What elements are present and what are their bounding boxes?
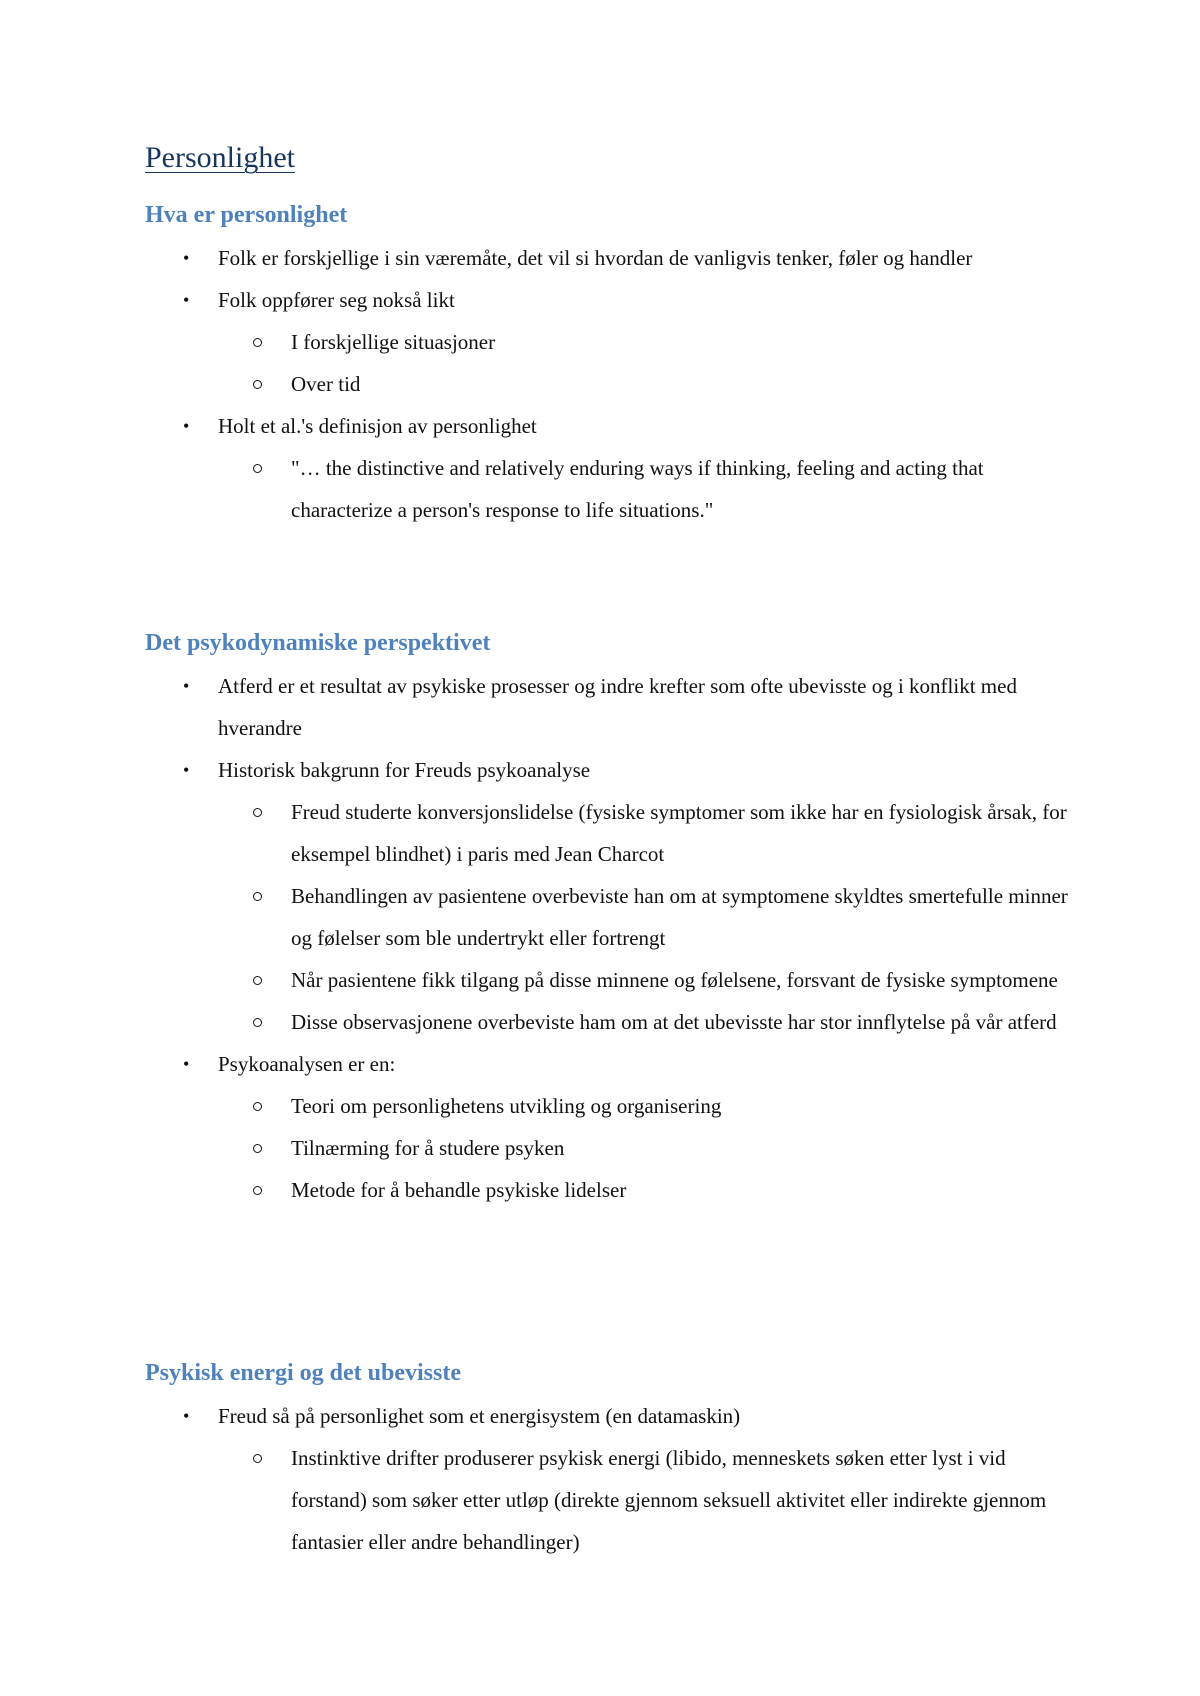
sub-list [218,1085,1075,1211]
bullet-icon: • [183,1054,190,1075]
sub-list-item [218,1127,1075,1169]
bullet-icon: • [183,760,190,781]
section-heading: Psykisk energi og det ubevisste [145,1360,462,1386]
section-hva-er-personlighet [145,200,1075,531]
sub-list-item-text: Freud studerte konversjonslidelse (fysiske symptomer som ikke har en fysiologisk årsak, for eksempel blindhet) i paris med Jean Charcot [291,800,1067,867]
sub-list-item [218,321,1075,363]
bullet-icon: • [183,290,190,311]
list-item [145,279,1075,405]
list-item-text: Freud så på personlighet som et energisystem (en datamaskin) [218,1404,741,1429]
bullet-list [145,237,1075,531]
sub-list-item [218,875,1075,959]
sub-list-item-text: Over tid [291,372,361,397]
list-item-text: Holt et al.'s definisjon av personlighet [218,414,537,439]
circle-bullet-icon [253,1186,262,1195]
list-item-text: Folk oppfører seg nokså likt [218,288,455,313]
sub-list-item [218,959,1075,1001]
sub-list-item [218,363,1075,405]
section-psykodynamiske-perspektivet [145,628,1075,1211]
list-item [145,749,1075,1043]
sub-list-item-text: Behandlingen av pasientene overbeviste han om at symptomene skyldtes smertefulle minner og følelser som ble undertrykt eller fortrengt [291,884,1068,951]
bullet-list [145,665,1075,1211]
sub-list-item [218,1169,1075,1211]
list-item [145,665,1075,749]
sub-list-item [218,1001,1075,1043]
circle-bullet-icon [253,1454,262,1463]
sub-list [218,321,1075,405]
bullet-icon: • [183,248,190,269]
sub-list-item-text: Tilnærming for å studere psyken [291,1136,565,1161]
list-item-text: Atferd er et resultat av psykiske prosesser og indre krefter som ofte ubevisste og i konflikt med hverandre [218,674,1017,741]
bullet-icon: • [183,416,190,437]
circle-bullet-icon [253,338,262,347]
list-item-text: Historisk bakgrunn for Freuds psykoanalyse [218,758,591,783]
section-heading: Hva er personlighet [145,202,348,228]
list-item-text: Psykoanalysen er en: [218,1052,396,1077]
sub-list-item-text: Når pasientene fikk tilgang på disse minnene og følelsene, forsvant de fysiske symptomene [291,968,1058,993]
sub-list-item [218,1085,1075,1127]
bullet-icon: • [183,676,190,697]
sub-list [218,791,1075,1043]
sub-list-item-text: Disse observasjonene overbeviste ham om at det ubevisste har stor innflytelse på vår atferd [291,1010,1057,1035]
sub-list-item [218,1437,1075,1563]
circle-bullet-icon [253,808,262,817]
list-item [145,405,1075,531]
circle-bullet-icon [253,1018,262,1027]
list-item [145,1395,1075,1563]
page-title: Personlighet [145,141,295,174]
circle-bullet-icon [253,976,262,985]
list-item-text: Folk er forskjellige i sin væremåte, det vil si hvordan de vanligvis tenker, føler og handler [218,246,973,271]
circle-bullet-icon [253,1144,262,1153]
sub-list-item-text: "… the distinctive and relatively enduring ways if thinking, feeling and acting that characterize a person's response to life situations." [291,456,984,523]
bullet-icon: • [183,1406,190,1427]
list-item [145,1043,1075,1211]
sub-list [218,447,1075,531]
sub-list [218,1437,1075,1563]
list-item [145,237,1075,279]
section-psykisk-energi [145,1358,1075,1563]
circle-bullet-icon [253,380,262,389]
bullet-list [145,1395,1075,1563]
sub-list-item-text: Instinktive drifter produserer psykisk energi (libido, menneskets søken etter lyst i vid forstand) som søker etter utløp (direkte gjennom seksuell aktivitet eller indirekte gjennom fantasier eller andre behandlinger) [291,1446,1047,1555]
circle-bullet-icon [253,464,262,473]
sub-list-item [218,791,1075,875]
sub-list-item-text: Teori om personlighetens utvikling og organisering [291,1094,722,1119]
section-heading: Det psykodynamiske perspektivet [145,630,491,656]
circle-bullet-icon [253,892,262,901]
sub-list-item-text: Metode for å behandle psykiske lidelser [291,1178,627,1203]
sub-list-item-text: I forskjellige situasjoner [291,330,496,355]
sub-list-item [218,447,1075,531]
circle-bullet-icon [253,1102,262,1111]
